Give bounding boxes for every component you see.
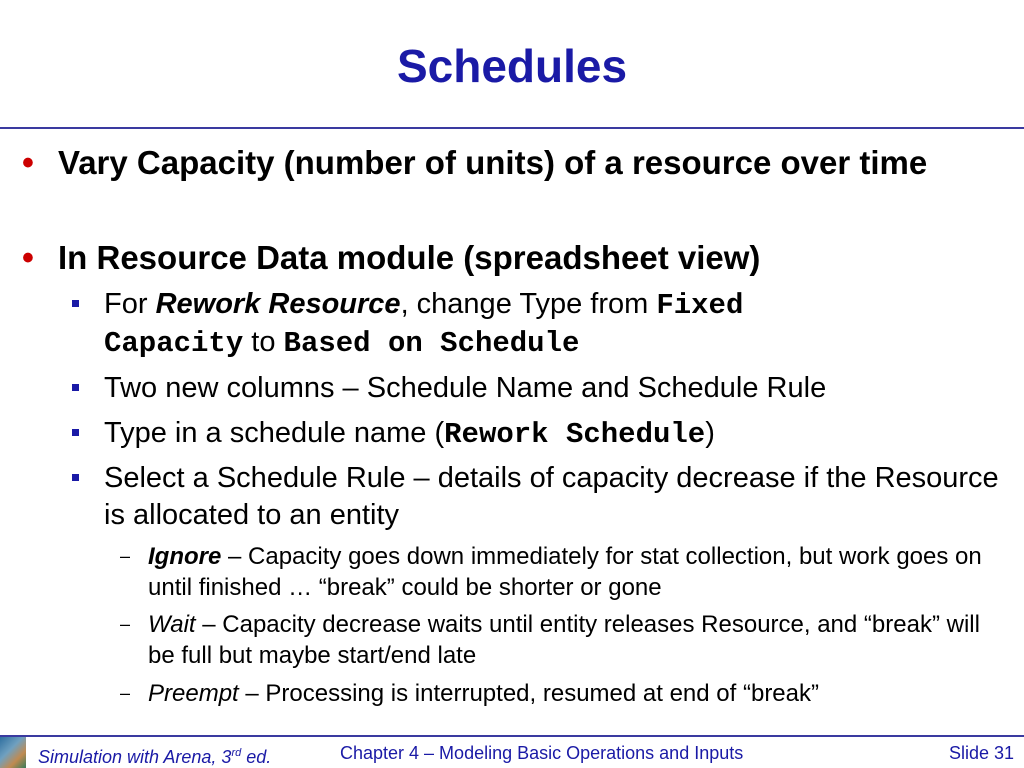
rule-desc: – Capacity goes down immediately for stat collection, but work goes on until finished … “break” could be shorter or gone [148,543,982,601]
subbullet-text-to: to [243,326,284,358]
square-bullet-icon [72,384,79,391]
arena-logo-icon [0,737,26,768]
subbullet-text-post: ) [705,417,715,449]
bullet-vary-capacity [22,143,998,183]
rule-wait [120,609,1008,671]
footer-slide-number: Slide 31 [948,743,1014,763]
bullet-text: In Resource Data module (spreadsheet view) [58,239,761,276]
subbullet-schedule-rule [104,460,1004,534]
subbullet-text: Select a Schedule Rule – details of capacity decrease if the Resource is allocated to an entity [104,462,999,531]
rule-desc: – Capacity decrease waits until entity releases Resource, and “break” will be full but maybe start/end late [148,611,980,669]
subbullet-change-type [104,286,864,362]
bullet-icon: • [22,144,34,182]
dash-bullet-icon: – [120,614,131,634]
subbullet-text-pre: For [104,288,156,320]
fixed-capacity-code: Fixed Capacity [104,289,744,360]
title-divider [0,127,1024,129]
subbullet-text: Two new columns – Schedule Name and Schedule Rule [104,372,827,404]
rule-name: Wait [148,611,196,638]
bullet-icon: • [22,239,34,277]
rework-schedule-code: Rework Schedule [444,418,706,451]
square-bullet-icon [72,300,79,307]
bullet-resource-data-module [22,238,998,278]
based-on-schedule-code: Based on Schedule [283,327,580,360]
bullet-text: Vary Capacity (number of units) of a resource over time [58,144,928,181]
subbullet-text-mid: , change Type from [400,288,657,320]
dash-bullet-icon: – [120,683,131,703]
subbullet-schedule-name [104,415,1004,453]
subbullet-new-columns [104,370,1004,407]
footer-chapter: Chapter 4 – Modeling Basic Operations and Inputs [340,743,744,763]
footer-book-title: Simulation with Arena, 3rd ed. [38,747,272,767]
footer-divider [0,735,1024,737]
rule-name: Ignore [148,543,222,570]
dash-bullet-icon: – [120,546,131,566]
square-bullet-icon [72,429,79,436]
slide-title: Schedules [396,40,628,92]
subbullet-text-pre: Type in a schedule name ( [104,417,445,449]
rule-preempt [120,678,1008,709]
rule-name: Preempt [148,680,239,707]
rework-resource-label: Rework Resource [155,288,401,320]
square-bullet-icon [72,474,79,481]
rule-desc: – Processing is interrupted, resumed at end of “break” [238,680,819,707]
rule-ignore [120,541,1008,603]
